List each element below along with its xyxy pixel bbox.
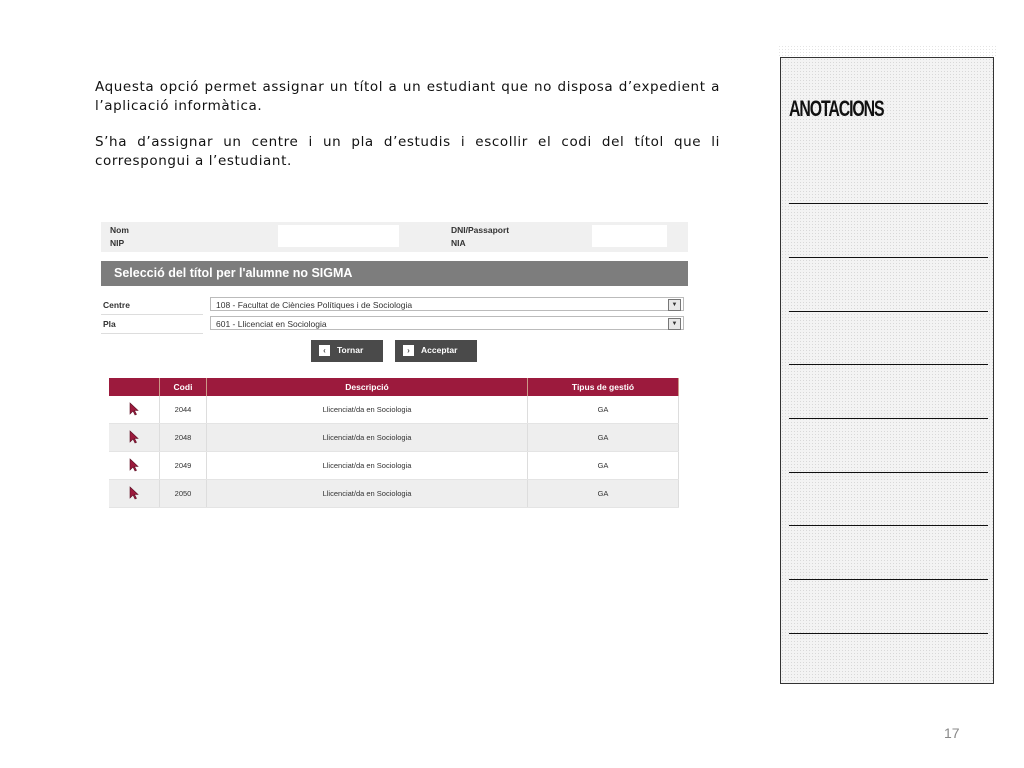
note-line xyxy=(789,203,988,204)
centre-value: 108 - Facultat de Ciències Polítiques i de Sociologia xyxy=(216,300,413,310)
header-descripcio[interactable]: Descripció xyxy=(207,378,528,396)
student-identification xyxy=(101,222,688,252)
centre-select[interactable] xyxy=(210,297,684,311)
header-tipus[interactable]: Tipus de gestió xyxy=(528,378,679,396)
dni-label: DNI/Passaport xyxy=(451,225,510,235)
page-number: 17 xyxy=(944,725,960,741)
nip-label: NIP xyxy=(110,238,125,248)
table-row[interactable] xyxy=(109,424,679,452)
intro-paragraph-2: S’ha d’assignar un centre i un pla d’estudis i escollir el codi del títol que li correspongui a l’estudiant. xyxy=(95,134,720,169)
note-line xyxy=(789,364,988,365)
chevron-right-icon: › xyxy=(403,345,414,356)
note-line xyxy=(789,525,988,526)
chevron-left-icon: ‹ xyxy=(319,345,330,356)
nom-nip-field[interactable] xyxy=(278,225,399,247)
pointer-icon[interactable] xyxy=(129,430,139,444)
codi-cell: 2050 xyxy=(160,480,207,508)
centre-label: Centre xyxy=(103,300,130,310)
note-line xyxy=(789,472,988,473)
results-table xyxy=(109,378,679,508)
pointer-icon[interactable] xyxy=(129,458,139,472)
dni-nia-field[interactable] xyxy=(592,225,667,247)
anotacions-title: ANOTACIONS xyxy=(789,96,884,121)
select-cell[interactable] xyxy=(109,480,160,508)
select-cell[interactable] xyxy=(109,452,160,480)
table-row[interactable] xyxy=(109,480,679,508)
nia-label: NIA xyxy=(451,238,466,248)
anotacions-panel xyxy=(780,57,994,684)
header-select xyxy=(109,378,160,396)
descripcio-cell: Llicenciat/da en Sociologia xyxy=(207,480,528,508)
header-codi[interactable]: Codi xyxy=(160,378,207,396)
pla-select[interactable] xyxy=(210,316,684,330)
descripcio-cell: Llicenciat/da en Sociologia xyxy=(207,396,528,424)
tipus-cell: GA xyxy=(528,396,679,424)
acceptar-label: Acceptar xyxy=(421,345,458,355)
tornar-label: Tornar xyxy=(337,345,364,355)
chevron-down-icon[interactable]: ▼ xyxy=(668,299,681,311)
table-header-row xyxy=(109,378,679,396)
descripcio-cell: Llicenciat/da en Sociologia xyxy=(207,452,528,480)
note-line xyxy=(789,257,988,258)
intro-paragraph-1: Aquesta opció permet assignar un títol a un estudiant que no disposa d’expedient a l’aplicació informàtica. xyxy=(95,79,720,114)
note-line xyxy=(789,311,988,312)
table-row[interactable] xyxy=(109,452,679,480)
note-line xyxy=(789,418,988,419)
nom-label: Nom xyxy=(110,225,129,235)
pla-value: 601 - Llicenciat en Sociologia xyxy=(216,319,327,329)
button-bar xyxy=(101,334,688,368)
codi-cell: 2044 xyxy=(160,396,207,424)
pointer-icon[interactable] xyxy=(129,402,139,416)
table-row[interactable] xyxy=(109,396,679,424)
section-title: Selecció del títol per l'alumne no SIGMA xyxy=(101,261,688,286)
tornar-button[interactable] xyxy=(311,340,383,362)
chevron-down-icon[interactable]: ▼ xyxy=(668,318,681,330)
note-line xyxy=(789,579,988,580)
app-screenshot xyxy=(101,222,688,508)
centre-row xyxy=(101,296,688,315)
tipus-cell: GA xyxy=(528,424,679,452)
pla-row xyxy=(101,315,688,334)
codi-cell: 2049 xyxy=(160,452,207,480)
note-line xyxy=(789,633,988,634)
codi-cell: 2048 xyxy=(160,424,207,452)
pointer-icon[interactable] xyxy=(129,486,139,500)
tipus-cell: GA xyxy=(528,452,679,480)
select-cell[interactable] xyxy=(109,396,160,424)
notes-top-texture xyxy=(778,45,996,57)
tipus-cell: GA xyxy=(528,480,679,508)
intro-text xyxy=(95,78,720,188)
descripcio-cell: Llicenciat/da en Sociologia xyxy=(207,424,528,452)
pla-label: Pla xyxy=(103,319,116,329)
acceptar-button[interactable] xyxy=(395,340,477,362)
select-cell[interactable] xyxy=(109,424,160,452)
